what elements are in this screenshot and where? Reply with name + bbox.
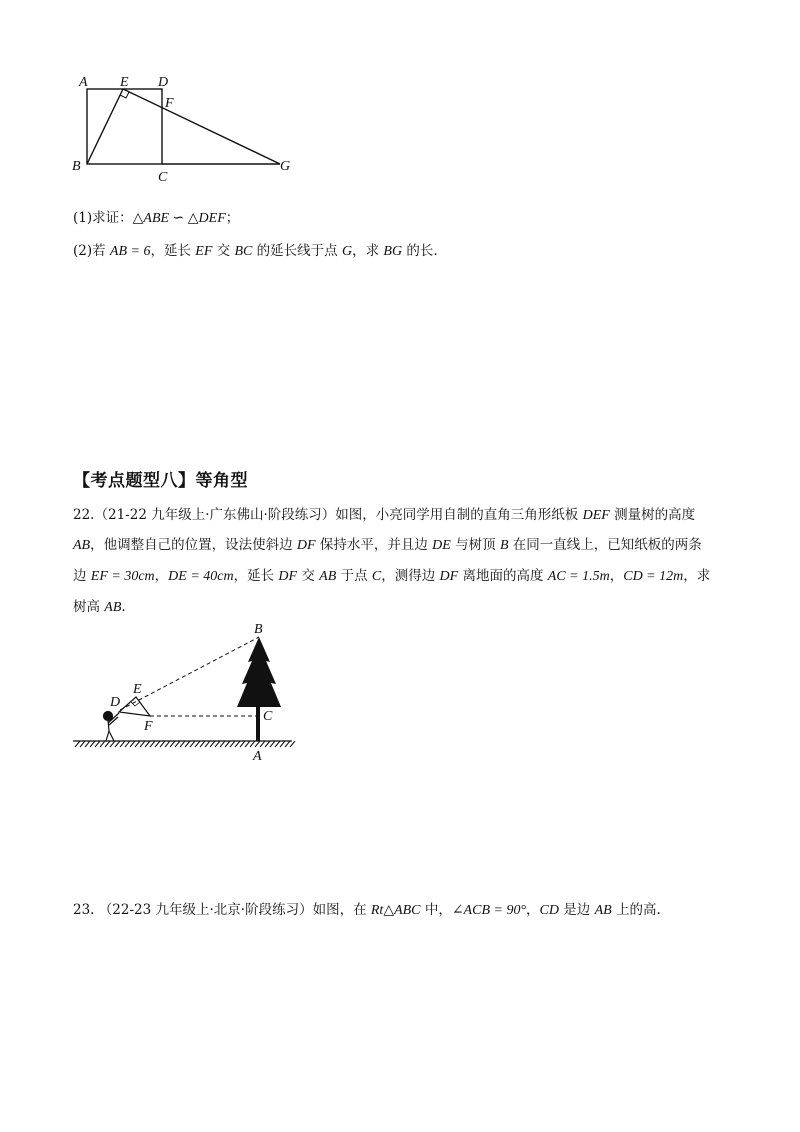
- label-c: C: [158, 170, 168, 185]
- hatch-mark: [230, 741, 235, 747]
- hatch-mark: [95, 741, 100, 747]
- hatch-mark: [130, 741, 135, 747]
- q21-part1-expr: △ABE ∽ △DEF: [132, 211, 226, 226]
- label-d: D: [158, 75, 169, 90]
- hatch-mark: [285, 741, 290, 747]
- hatch-mark: [195, 741, 200, 747]
- ground-hatch: [73, 741, 295, 747]
- hatch-mark: [250, 741, 255, 747]
- sightline-db: [120, 637, 259, 710]
- hatch-mark: [110, 741, 115, 747]
- hatch-mark: [125, 741, 130, 747]
- hatch-mark: [100, 741, 105, 747]
- hatch-mark: [210, 741, 215, 747]
- section-heading: 【考点题型八】等角型: [73, 471, 248, 491]
- q22-line2: AB，他调整自己的位置，设法使斜边 DF 保持水平，并且边 DE 与树顶 B 在同一直线上，已知纸板的两条: [73, 537, 702, 553]
- hatch-mark: [75, 741, 80, 747]
- hatch-mark: [150, 741, 155, 747]
- q23-line1: 23. （22-23 九年级上·北京·阶段练习）如图，在 Rt△ABC 中，∠ACB = 90°，CD 是边 AB 上的高.: [73, 902, 661, 918]
- label-g: G: [280, 159, 291, 174]
- hatch-mark: [260, 741, 265, 747]
- label-b2: B: [254, 622, 263, 637]
- hatch-mark: [85, 741, 90, 747]
- label-a2: A: [253, 749, 262, 764]
- hatch-mark: [120, 741, 125, 747]
- label-c2: C: [263, 709, 273, 724]
- hatch-mark: [235, 741, 240, 747]
- hatch-mark: [140, 741, 145, 747]
- label-e: E: [120, 75, 129, 90]
- hatch-mark: [200, 741, 205, 747]
- hatch-mark: [205, 741, 210, 747]
- hatch-mark: [225, 741, 230, 747]
- label-f: F: [165, 96, 174, 111]
- hatch-mark: [115, 741, 120, 747]
- right-angle-mark-board: [131, 702, 140, 706]
- hatch-mark: [180, 741, 185, 747]
- hatch-mark: [160, 741, 165, 747]
- hatch-mark: [170, 741, 175, 747]
- triangle-board-def: [119, 697, 150, 716]
- q22-source: （21-22 九年级上·广东佛山·阶段练习）: [94, 507, 336, 523]
- hatch-mark: [145, 741, 150, 747]
- hatch-mark: [215, 741, 220, 747]
- tree: [237, 637, 281, 741]
- hatch-mark: [185, 741, 190, 747]
- hatch-mark: [220, 741, 225, 747]
- q22-line3: 边 EF = 30cm，DE = 40cm，延长 DF 交 AB 于点 C，测得边 DF 离地面的高度 AC = 1.5m，CD = 12m，求: [73, 568, 711, 584]
- hatch-mark: [265, 741, 270, 747]
- q21-part1: (1)求证：△ABE ∽ △DEF；: [73, 210, 240, 226]
- label-d2: D: [110, 695, 121, 710]
- person-figure: [104, 712, 120, 742]
- hatch-mark: [290, 741, 295, 747]
- hatch-mark: [90, 741, 95, 747]
- hatch-mark: [190, 741, 195, 747]
- label-e2: E: [133, 682, 142, 697]
- hatch-mark: [165, 741, 170, 747]
- hatch-mark: [275, 741, 280, 747]
- q22-line4: 树高 AB.: [73, 599, 126, 615]
- label-f2: F: [144, 719, 153, 734]
- hatch-mark: [240, 741, 245, 747]
- hatch-mark: [255, 741, 260, 747]
- label-b: B: [72, 159, 81, 174]
- q22-line1: 22.（21-22 九年级上·广东佛山·阶段练习）如图，小亮同学用自制的直角三角形纸板 DEF 测量树的高度: [73, 507, 696, 523]
- q23-source: （22-23 九年级上·北京·阶段练习）: [98, 902, 313, 918]
- hatch-mark: [280, 741, 285, 747]
- hatch-mark: [135, 741, 140, 747]
- hatch-mark: [175, 741, 180, 747]
- label-a: A: [79, 75, 88, 90]
- hatch-mark: [155, 741, 160, 747]
- hatch-mark: [80, 741, 85, 747]
- hatch-mark: [245, 741, 250, 747]
- hatch-mark: [105, 741, 110, 747]
- q21-part2: (2)若 AB = 6，延长 EF 交 BC 的延长线于点 G，求 BG 的长.: [73, 243, 438, 259]
- hatch-mark: [270, 741, 275, 747]
